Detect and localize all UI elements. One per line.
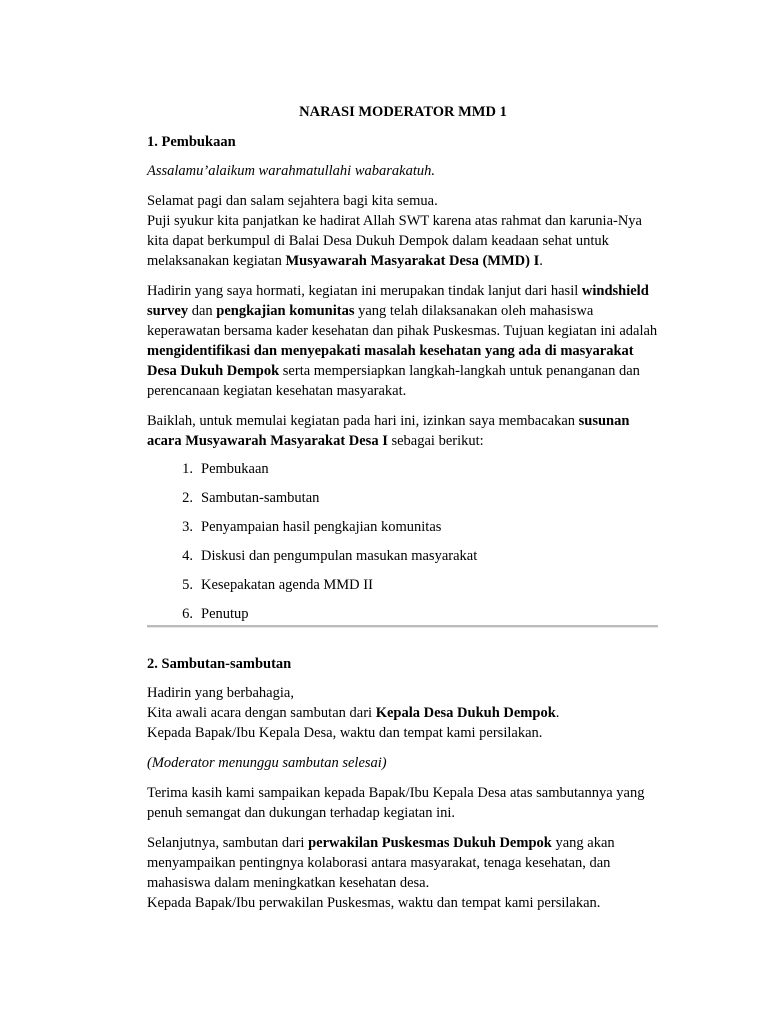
puskesmas-line-2: Kepada Bapak/Ibu perwakilan Puskesmas, waktu dan tempat kami persilakan. — [147, 895, 601, 911]
list-number: 3. — [182, 519, 193, 535]
purpose-text-e: yang telah dilaksanakan oleh mahasiswa keperawatan bersama kader kesehatan dan pihak Puskesmas. Tujuan kegiatan ini adalah — [147, 303, 658, 339]
list-number: 6. — [182, 606, 193, 622]
list-item — [147, 459, 659, 488]
agenda-intro-c: sebagai berikut: — [387, 433, 484, 449]
welcome-line-3: Kepada Bapak/Ibu Kepala Desa, waktu dan tempat kami persilakan. — [147, 725, 543, 741]
list-label: Kesepakatan agenda MMD II — [201, 577, 373, 593]
paragraph-agenda-intro — [147, 411, 659, 451]
welcome-line-2: Kita awali acara dengan sambutan dari — [147, 705, 376, 721]
paragraph-thanks: Terima kasih kami sampaikan kepada Bapak/Ibu Kepala Desa atas sambutannya yang penuh semangat dan dukungan terhadap kegiatan ini. — [147, 785, 645, 821]
section-2 — [147, 654, 659, 923]
section-1-heading: 1. Pembukaan — [147, 134, 236, 150]
opening-line-1: Selamat pagi dan salam sejahtera bagi kita semua. — [147, 193, 438, 209]
list-item — [147, 546, 659, 575]
paragraph-puskesmas — [147, 833, 659, 913]
agenda-intro-a: Baiklah, untuk memulai kegiatan pada hari ini, izinkan saya membacakan — [147, 413, 579, 429]
list-item — [147, 517, 659, 546]
purpose-bold-b: windshield survey — [147, 283, 649, 319]
purpose-bold-d: pengkajian komunitas — [216, 303, 355, 319]
opening-line-2: Puji syukur kita panjatkan ke hadirat Allah SWT karena atas rahmat dan karunia-Nya kita dapat berkumpul di Balai Desa Dukuh Dempok dalam keadaan sehat untuk melaksanakan kegiatan — [147, 213, 642, 269]
section-1 — [147, 102, 659, 633]
agenda-list — [147, 459, 659, 633]
agenda-intro-bold: susunan acara Musyawarah Masyarakat Desa I — [147, 413, 630, 449]
list-item — [147, 488, 659, 517]
paragraph-purpose — [147, 281, 659, 401]
greeting: Assalamu’alaikum warahmatullahi wabarakatuh. — [147, 163, 435, 179]
paragraph-welcome — [147, 683, 659, 743]
puskesmas-bold: perwakilan Puskesmas Dukuh Dempok — [308, 835, 552, 851]
moderator-note: (Moderator menunggu sambutan selesai) — [147, 755, 387, 771]
purpose-bold-f: mengidentifikasi dan menyepakati masalah kesehatan yang ada di masyarakat Desa Dukuh Dempok — [147, 343, 634, 379]
paragraph-opening — [147, 191, 659, 271]
document-title: NARASI MODERATOR MMD 1 — [299, 104, 507, 120]
list-number: 5. — [182, 577, 193, 593]
horizontal-divider — [147, 625, 658, 628]
list-label: Sambutan-sambutan — [201, 490, 320, 506]
list-number: 1. — [182, 461, 193, 477]
list-number: 4. — [182, 548, 193, 564]
welcome-end: . — [555, 705, 560, 721]
list-item — [147, 575, 659, 604]
list-label: Pembukaan — [201, 461, 269, 477]
opening-bold: Musyawarah Masyarakat Desa (MMD) I — [285, 253, 540, 269]
puskesmas-text-a: Selanjutnya, sambutan dari — [147, 835, 309, 851]
purpose-text-g: serta mempersiapkan langkah-langkah untuk penanganan dan perencanaan kegiatan kesehatan masyarakat. — [147, 363, 640, 399]
list-number: 2. — [182, 490, 193, 506]
list-item — [147, 604, 659, 633]
puskesmas-text-b: yang akan menyampaikan pentingnya kolaborasi antara masyarakat, tenaga kesehatan, dan mahasiswa dalam meningkatkan kesehatan desa. — [147, 835, 615, 891]
welcome-bold: Kepala Desa Dukuh Dempok — [375, 705, 556, 721]
section-2-heading: 2. Sambutan-sambutan — [147, 656, 292, 672]
purpose-text-c: dan — [188, 303, 217, 319]
list-label: Penutup — [201, 606, 249, 622]
welcome-line-1: Hadirin yang berbahagia, — [147, 685, 294, 701]
purpose-text-a: Hadirin yang saya hormati, kegiatan ini merupakan tindak lanjut dari hasil — [147, 283, 582, 299]
list-label: Diskusi dan pengumpulan masukan masyarakat — [201, 548, 478, 564]
opening-end: . — [539, 253, 543, 269]
list-label: Penyampaian hasil pengkajian komunitas — [201, 519, 442, 535]
